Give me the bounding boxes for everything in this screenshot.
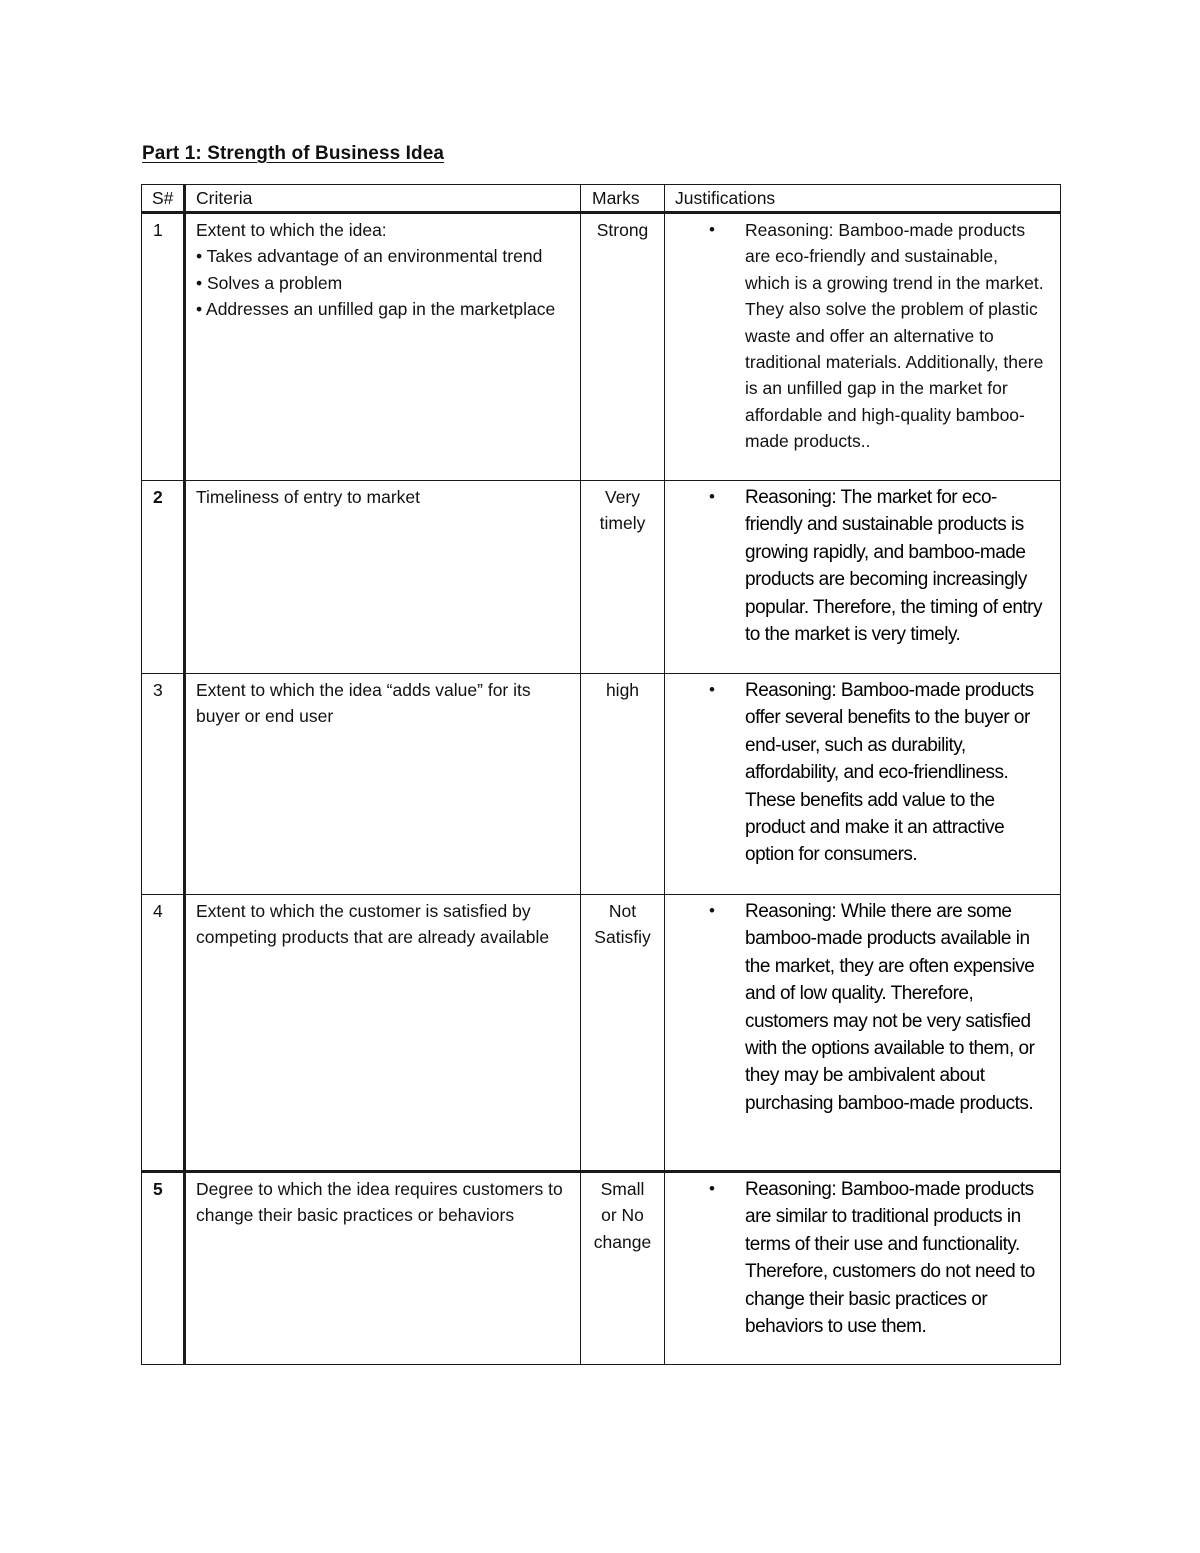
table-row (142, 1172, 1061, 1365)
criteria-text: Extent to which the customer is satisfied by competing products that are already available (196, 901, 550, 948)
justification-cell (665, 674, 1061, 895)
criteria-text: Degree to which the idea requires customers to change their basic practices or behaviors (196, 1179, 563, 1226)
bullet-icon: • (709, 487, 715, 506)
justification-text: Reasoning: Bamboo-made products offer several benefits to the buyer or end-user, such as durability, affordability, and eco-friendliness. These benefits add value to the product and make it an attractive option for consumers. (745, 680, 1034, 866)
row-number: 4 (142, 895, 185, 1172)
marks-cell: Small or No change (581, 1172, 665, 1365)
bullet-icon: • (709, 680, 715, 699)
criteria-bullet-item: • Addresses an unfilled gap in the marketplace (196, 299, 556, 320)
criteria-cell (185, 674, 581, 895)
criteria-cell (185, 895, 581, 1172)
justification-cell (665, 213, 1061, 481)
justification-text: Reasoning: While there are some bamboo-made products available in the market, they are often expensive and of low quality. Therefore, customers may not be very satisfied with the options available to them, or they may be ambivalent about purchasing bamboo-made products. (745, 901, 1035, 1114)
header-marks: Marks (581, 185, 665, 213)
row-number: 3 (142, 674, 185, 895)
table-header-row (142, 185, 1061, 213)
criteria-bullet-item: • Takes advantage of an environmental trend (196, 246, 543, 267)
row-number: 5 (142, 1172, 185, 1365)
justification-cell (665, 481, 1061, 674)
bullet-icon: • (709, 220, 715, 239)
justification-text: Reasoning: Bamboo-made products are similar to traditional products in terms of their use and functionality. Therefore, customers do not need to change their basic practices or behaviors to use them. (745, 1179, 1035, 1338)
table-row (142, 213, 1061, 481)
row-number: 1 (142, 213, 185, 481)
header-justifications: Justifications (665, 185, 1061, 213)
justification-text: Reasoning: Bamboo-made products are eco-friendly and sustainable, which is a growing trend in the market. They also solve the problem of plastic waste and offer an alternative to traditional materials. Additionally, there is an unfilled gap in the market for affordable and high-quality bamboo-made products.. (745, 220, 1044, 452)
justification-cell (665, 1172, 1061, 1365)
criteria-text: Extent to which the idea: (196, 220, 387, 240)
criteria-cell (185, 481, 581, 674)
marks-cell: Strong (581, 213, 665, 481)
justification-text: Reasoning: The market for eco-friendly and sustainable products is growing rapidly, and bamboo-made products are becoming increasingly popular. Therefore, the timing of entry to the market is very timely. (745, 487, 1042, 646)
page-title: Part 1: Strength of Business Idea (142, 143, 445, 164)
table-row (142, 674, 1061, 895)
header-sn: S# (142, 185, 185, 213)
criteria-text: Extent to which the idea “adds value” for its buyer or end user (196, 680, 531, 727)
marks-cell: Not Satisfiy (581, 895, 665, 1172)
criteria-cell (185, 213, 581, 481)
marks-cell: Very timely (581, 481, 665, 674)
bullet-icon: • (709, 901, 715, 920)
criteria-cell (185, 1172, 581, 1365)
justification-cell (665, 895, 1061, 1172)
strength-table (141, 184, 1061, 1365)
table-row (142, 895, 1061, 1172)
criteria-text: Timeliness of entry to market (196, 487, 421, 507)
row-number: 2 (142, 481, 185, 674)
table-row (142, 481, 1061, 674)
criteria-bullet-item: • Solves a problem (196, 272, 343, 293)
marks-cell: high (581, 674, 665, 895)
bullet-icon: • (709, 1179, 715, 1198)
header-criteria: Criteria (185, 185, 581, 213)
